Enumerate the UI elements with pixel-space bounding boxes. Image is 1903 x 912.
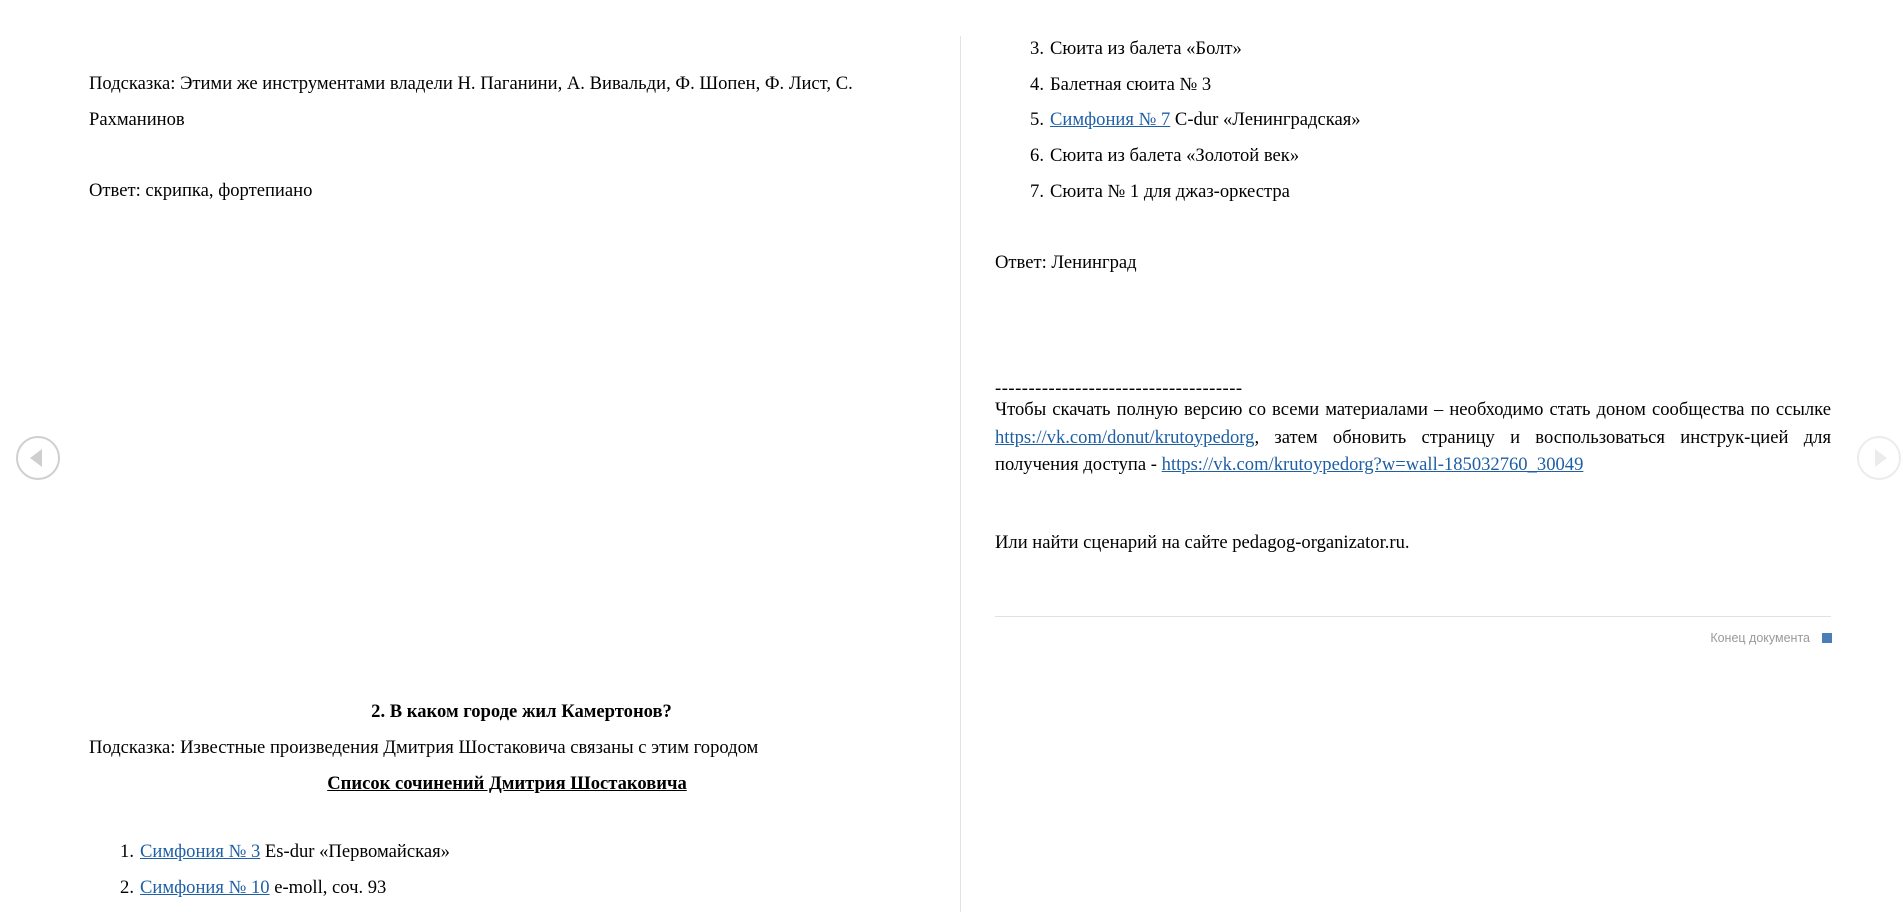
separator-line: ------------------------------------- (995, 377, 1243, 399)
list-item-text: C-dur «Ленинградская» (1170, 109, 1361, 130)
download-text-part-2: , затем обновить страницу и воспользоваться инструк-цией для получения доступа - (995, 426, 1831, 475)
download-paragraph (995, 396, 1831, 479)
question-heading-2: 2. В каком городе жил Камертонов? (371, 701, 672, 722)
list-item (1018, 67, 1211, 103)
end-of-document-marker-icon (1822, 633, 1832, 643)
list-item (108, 834, 450, 870)
hint-paragraph-1 (89, 66, 853, 102)
list-item-number: 4. (1030, 74, 1044, 95)
hint-paragraph-1-continued (89, 102, 185, 138)
hint-line-1: Подсказка: Этими же инструментами владели Н. Паганини, А. Вивальди, Ф. Шопен, Ф. Лист, С. (89, 73, 853, 94)
list-item (1018, 31, 1242, 67)
next-page-button[interactable] (1857, 436, 1901, 480)
list-item-text: Балетная сюита № 3 (1050, 74, 1212, 95)
list-item-text: Сюита из балета «Болт» (1050, 38, 1242, 59)
answer-paragraph-1: Ответ: скрипка, фортепиано (89, 180, 313, 201)
hint-line-2: Рахманинов (89, 109, 185, 130)
list-item (1018, 174, 1290, 210)
work-link-symphony-10[interactable]: Симфония № 10 (140, 877, 270, 898)
donut-link[interactable]: https://vk.com/donut/krutoypedorg (995, 426, 1255, 448)
list-item (108, 870, 386, 906)
triangle-left-icon (18, 438, 58, 478)
list-item-number: 6. (1030, 145, 1044, 166)
work-link-symphony-7[interactable]: Симфония № 7 (1050, 109, 1171, 130)
list-item (1018, 138, 1299, 174)
works-list-title: Список сочинений Дмитрия Шостаковича (327, 773, 687, 794)
site-paragraph: Или найти сценарий на сайте pedagog-organizator.ru. (995, 532, 1410, 553)
previous-page-button[interactable] (16, 436, 60, 480)
end-of-document-label: Конец документа (1710, 631, 1810, 645)
hint-paragraph-2: Подсказка: Известные произведения Дмитрия Шостаковича связаны с этим городом (89, 737, 759, 758)
list-item-text: e-moll, соч. 93 (269, 877, 387, 898)
list-item-text: Сюита из балета «Золотой век» (1050, 145, 1300, 166)
end-of-document-rule (995, 616, 1831, 617)
wall-post-link[interactable]: https://vk.com/krutoypedorg?w=wall-185032760_30049 (1161, 454, 1584, 475)
download-text-part-1: Чтобы скачать полную версию со всеми материалами – необходимо стать доном сообщества по ссылке (995, 399, 1831, 420)
list-item (1018, 102, 1361, 138)
list-item-number: 5. (1030, 109, 1044, 130)
answer-paragraph-2: Ответ: Ленинград (995, 252, 1137, 273)
triangle-right-icon (1859, 438, 1899, 478)
list-item-number: 2. (120, 877, 134, 898)
list-item-text: Сюита № 1 для джаз-оркестра (1050, 181, 1290, 202)
list-item-number: 3. (1030, 38, 1044, 59)
list-item-number: 1. (120, 841, 134, 862)
list-item-number: 7. (1030, 181, 1044, 202)
list-item-text: Es-dur «Первомайская» (260, 841, 450, 862)
work-link-symphony-3[interactable]: Симфония № 3 (140, 841, 261, 862)
